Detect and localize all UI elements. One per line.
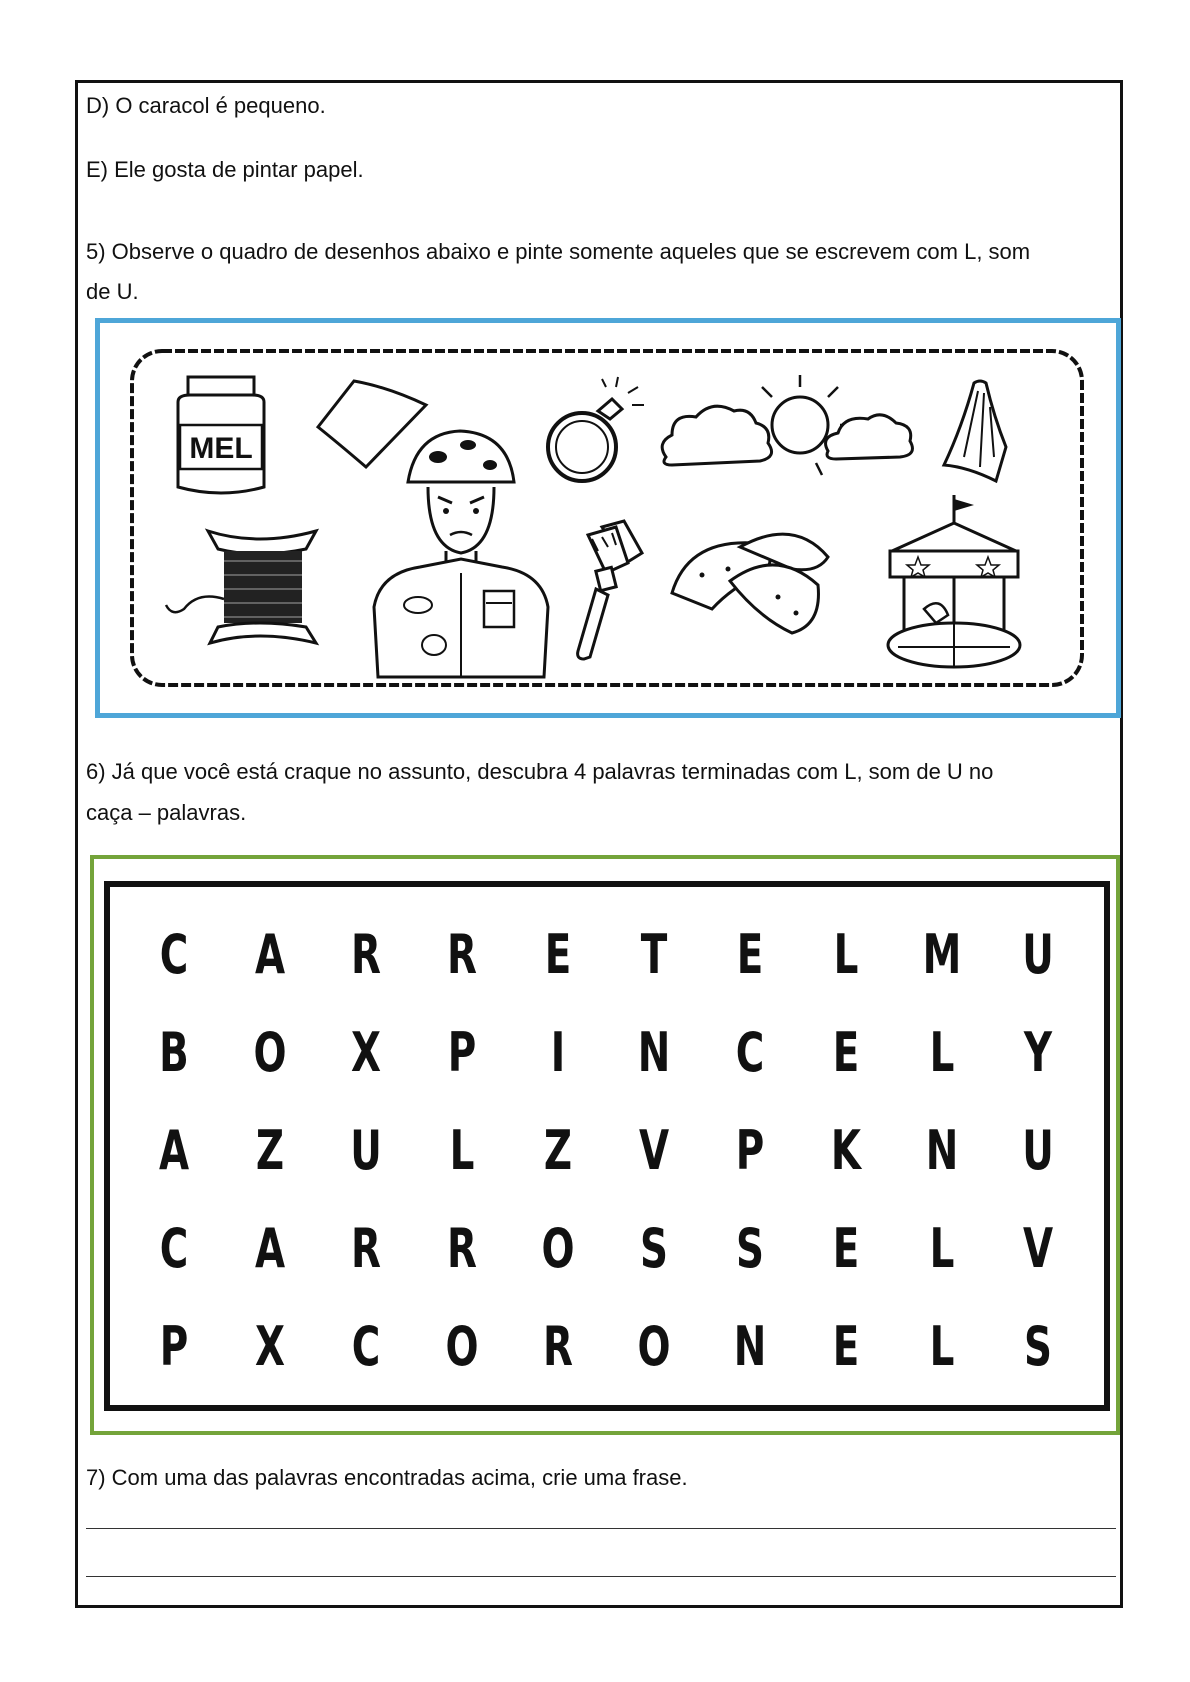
word-search-cell[interactable]: I: [550, 1020, 566, 1084]
word-search-cell[interactable]: V: [638, 1118, 670, 1182]
picture-grid: [128, 347, 1088, 691]
word-search-cell[interactable]: Z: [543, 1118, 573, 1182]
word-search-cell[interactable]: A: [254, 922, 286, 986]
item-d: D) O caracol é pequeno.: [86, 93, 326, 118]
picture-box: [95, 318, 1121, 718]
word-search-cell[interactable]: U: [1022, 1118, 1054, 1182]
carousel-icon[interactable]: [888, 495, 1020, 667]
jar-label: MEL: [189, 432, 253, 465]
word-search-box: [90, 855, 1120, 1435]
word-search-cell[interactable]: T: [640, 922, 668, 986]
word-search-cell[interactable]: O: [253, 1020, 287, 1084]
word-search-cell[interactable]: E: [832, 1216, 860, 1280]
question-6-line-1: 6) Já que você está craque no assunto, descubra 4 palavras terminadas com L, som de U no: [86, 759, 994, 784]
word-search-cell[interactable]: C: [735, 1020, 765, 1084]
question-5-line-2: de U.: [86, 279, 139, 304]
answer-line-1[interactable]: [86, 1528, 1116, 1529]
word-search-cell[interactable]: M: [922, 922, 962, 986]
word-search-cell[interactable]: O: [637, 1314, 671, 1378]
word-search-cell[interactable]: A: [158, 1118, 190, 1182]
word-search-cell[interactable]: X: [255, 1314, 285, 1378]
word-search-cell[interactable]: L: [929, 1020, 955, 1084]
word-search-cell[interactable]: R: [447, 922, 477, 986]
word-search-cell[interactable]: R: [543, 1314, 573, 1378]
question-6-line-2: caça – palavras.: [86, 800, 247, 825]
word-search-cell[interactable]: P: [159, 1314, 189, 1378]
word-search-cell[interactable]: K: [830, 1118, 862, 1182]
word-search-cell[interactable]: U: [350, 1118, 382, 1182]
question-5-line-1: 5) Observe o quadro de desenhos abaixo e pinte somente aqueles que se escrevem com L, som: [86, 239, 1031, 264]
word-search-grid: [126, 905, 1086, 1395]
pastries-icon[interactable]: [672, 534, 828, 633]
word-search-cell[interactable]: E: [832, 1314, 860, 1378]
word-search-cell[interactable]: R: [351, 1216, 381, 1280]
word-search-cell[interactable]: N: [637, 1020, 671, 1084]
word-search-cell[interactable]: S: [1023, 1314, 1053, 1378]
word-search-cell[interactable]: X: [351, 1020, 381, 1084]
question-7: 7) Com uma das palavras encontradas acima, crie uma frase.: [86, 1465, 688, 1490]
honey-jar-icon[interactable]: [178, 377, 264, 493]
soldier-icon[interactable]: [374, 431, 548, 677]
paper-icon[interactable]: [318, 381, 426, 467]
word-search-cell[interactable]: R: [447, 1216, 477, 1280]
word-search-cell[interactable]: C: [159, 1216, 189, 1280]
word-search-cell[interactable]: C: [159, 922, 189, 986]
sun-clouds-icon[interactable]: [662, 375, 912, 475]
word-search-cell[interactable]: U: [1022, 922, 1054, 986]
word-search-cell[interactable]: C: [351, 1314, 381, 1378]
word-search-cell[interactable]: E: [544, 922, 572, 986]
word-search-frame: [104, 881, 1110, 1411]
word-search-cell[interactable]: S: [639, 1216, 669, 1280]
ring-icon[interactable]: [548, 377, 644, 481]
word-search-cell[interactable]: O: [541, 1216, 575, 1280]
thread-spool-icon[interactable]: [166, 531, 316, 643]
word-search-cell[interactable]: E: [832, 1020, 860, 1084]
word-search-cell[interactable]: S: [735, 1216, 765, 1280]
answer-line-2[interactable]: [86, 1576, 1116, 1577]
item-e: E) Ele gosta de pintar papel.: [86, 157, 364, 182]
word-search-cell[interactable]: E: [736, 922, 764, 986]
word-search-cell[interactable]: P: [735, 1118, 765, 1182]
paintbrush-icon[interactable]: [578, 521, 642, 659]
word-search-cell[interactable]: V: [1022, 1216, 1054, 1280]
word-search-cell[interactable]: L: [833, 922, 859, 986]
word-search-cell[interactable]: P: [447, 1020, 477, 1084]
word-search-cell[interactable]: N: [733, 1314, 767, 1378]
word-search-cell[interactable]: L: [449, 1118, 475, 1182]
word-search-cell[interactable]: Z: [255, 1118, 285, 1182]
word-search-cell[interactable]: O: [445, 1314, 479, 1378]
word-search-cell[interactable]: L: [929, 1314, 955, 1378]
word-search-cell[interactable]: A: [254, 1216, 286, 1280]
veil-icon[interactable]: [944, 381, 1006, 481]
word-search-cell[interactable]: L: [929, 1216, 955, 1280]
word-search-cell[interactable]: R: [351, 922, 381, 986]
word-search-cell[interactable]: Y: [1023, 1020, 1053, 1084]
word-search-cell[interactable]: N: [925, 1118, 959, 1182]
word-search-cell[interactable]: B: [159, 1020, 189, 1084]
